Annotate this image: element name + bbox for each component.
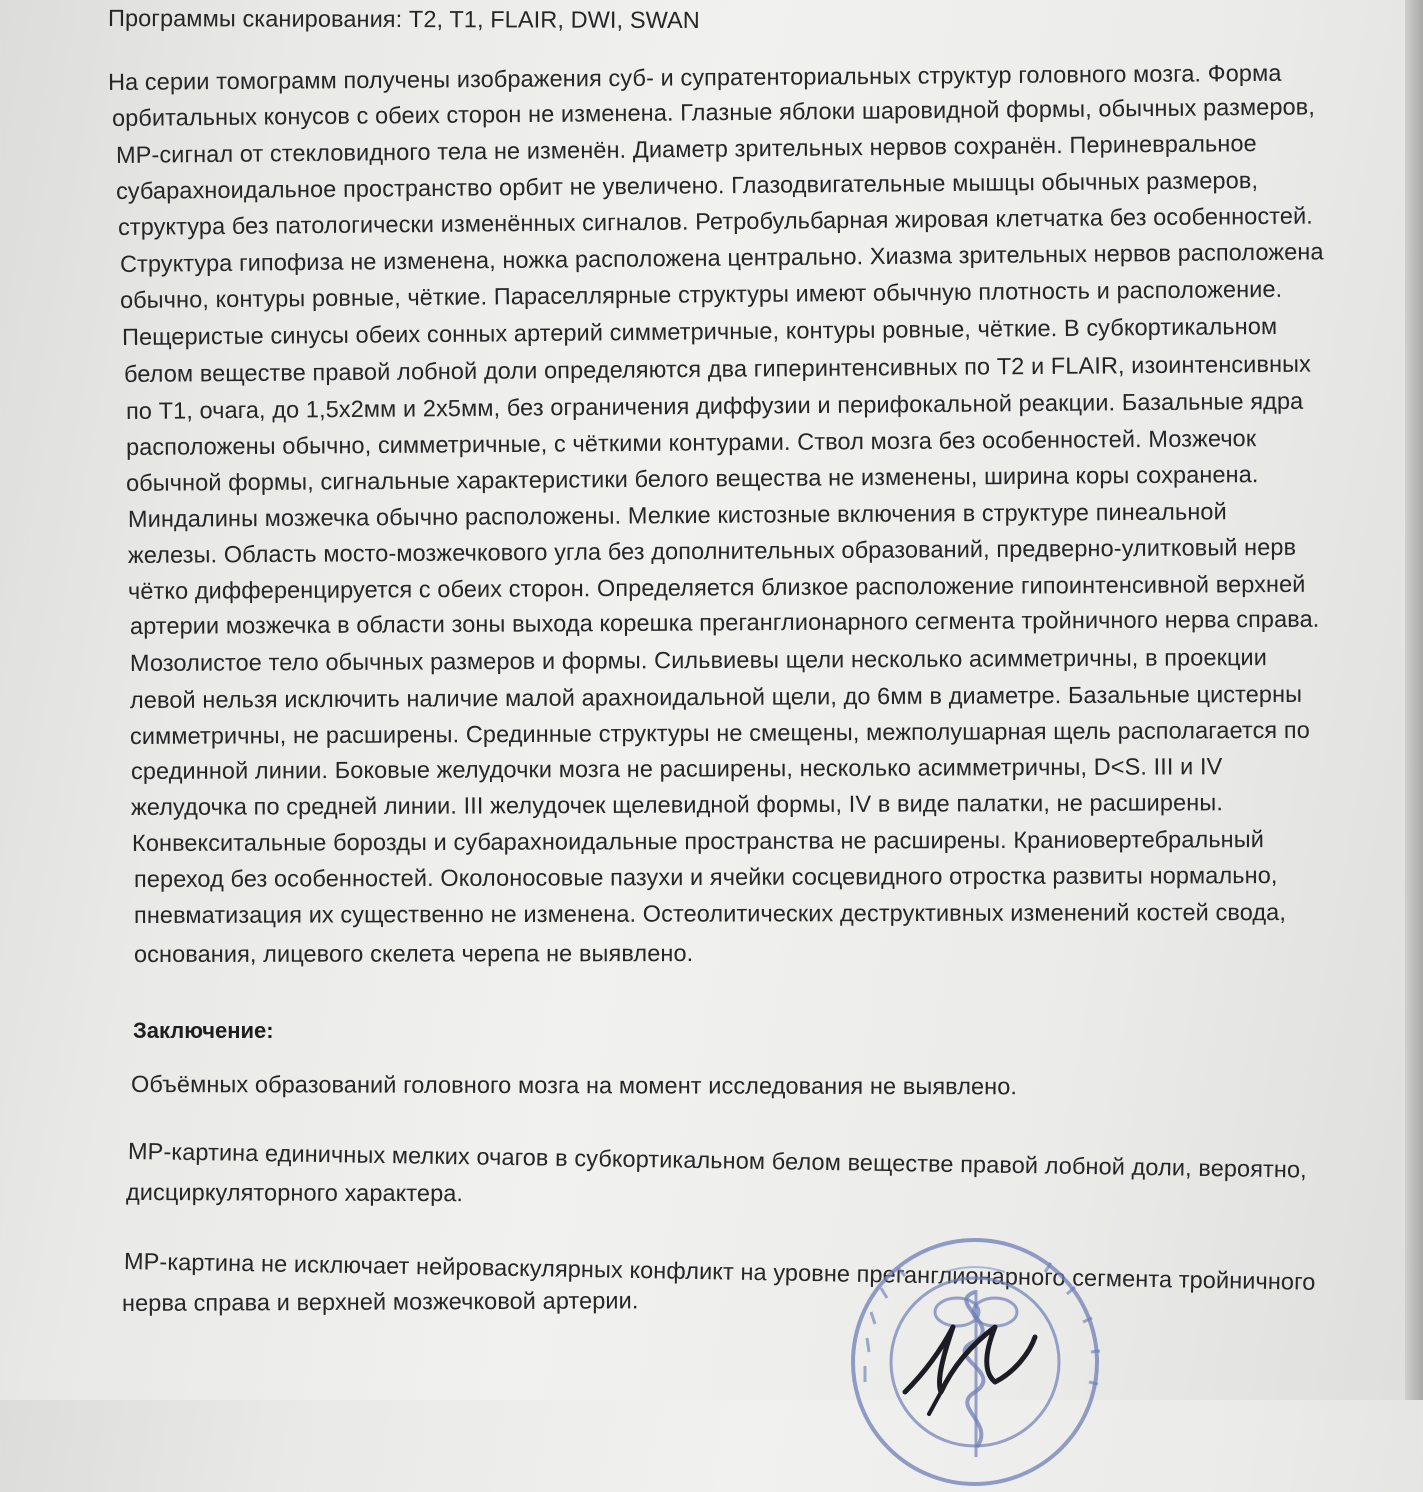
description-line: чётко дифференцируется с обеих сторон. Определяется близкое расположение гипоинтенсивной верхней	[127, 570, 1306, 604]
conclusion-item-2-line-1: МР-картина единичных мелких очагов в субкортикальном белом веществе правой лобной доли, вероятно,	[127, 1138, 1307, 1183]
description-line: симметричны, не расширены. Срединные структуры не смещены, межполушарная щель располагается по	[129, 716, 1310, 749]
description-line: Пещеристые синусы обеих сонных артерий симметричные, контуры ровные, чёткие. В субкортикальном	[121, 312, 1278, 350]
description-line: обычной формы, сигнальные характеристики белого вещества не изменены, ширина коры сохранена.	[125, 461, 1259, 496]
description-line: Мозолистое тело обычных размеров и формы. Сильвиевы щели несколько асимметричны, в проекции	[129, 644, 1268, 676]
conclusion-item-3-line-2: нерва справа и верхней мозжечковой артерии.	[121, 1287, 639, 1316]
conclusion-item-1: Объёмных образований головного мозга на момент исследования не выявлено.	[130, 1071, 1018, 1100]
conclusion-item-3-line-1: МР-картина не исключает нейроваскулярных конфликт на уровне преганглионарного сегмента тройничного	[123, 1248, 1316, 1295]
description-line: Миндалины мозжечка обычно расположены. Мелкие кистозные включения в структуре пинеальной	[127, 498, 1227, 532]
description-line: расположены обычно, симметричные, с чёткими контурами. Ствол мозга без особенностей. Мозжечок	[125, 425, 1257, 460]
description-line: железы. Область мосто-мозжечкового угла без дополнительных образований, предверно-улитковый нерв	[127, 533, 1297, 568]
description-line: по T1, очага, до 1,5х2мм и 2х5мм, без ограничения диффузии и перифокальной реакции. Базальные ядра	[125, 387, 1304, 424]
description-line: структура без патологически изменённых сигналов. Ретробульбарная жировая клетчатка без особенностей.	[117, 202, 1313, 240]
description-line: желудочка по средней линии. III желудочек щелевидной формы, IV в виде палатки, не расширены.	[130, 789, 1223, 820]
description-line: основания, лицевого скелета черепа не выявлено.	[133, 940, 694, 967]
scan-programs-line: Программы сканирования: T2, T1, FLAIR, DWI, SWAN	[107, 5, 700, 34]
description-line: обычно, контуры ровные, чёткие. Параселлярные структуры имеют обычную плотность и расположение.	[119, 275, 1283, 313]
description-line: белом веществе правой лобной доли определяются два гиперинтенсивных по T2 и FLAIR, изоинтенсивных	[123, 350, 1312, 387]
description-line: переход без особенностей. Околоносовые пазухи и ячейки сосцевидного отростка развиты нормально,	[133, 862, 1278, 892]
conclusion-item-2-line-2: дисциркуляторного характера.	[125, 1179, 464, 1207]
description-line: пневматизация их существенно не изменена. Остеолитических деструктивных изменений костей свода,	[133, 898, 1286, 928]
description-line: срединной линии. Боковые желудочки мозга не расширены, несколько асимметричны, D<S. III и IV	[130, 753, 1223, 784]
doctor-stamp	[845, 1232, 1105, 1492]
description-line: МР-сигнал от стекловидного тела не изменён. Диаметр зрительных нервов сохранён. Периневральное	[115, 130, 1257, 168]
description-line: На серии томограмм получены изображения суб- и супратенториальных структур головного мозга. Форма	[107, 59, 1282, 95]
description-line: субарахноидальное пространство орбит не увеличено. Глазодвигательные мышцы обычных размеров,	[115, 167, 1259, 204]
description-line: Структура гипофиза не изменена, ножка расположена центрально. Хиазма зрительных нервов расположена	[119, 238, 1324, 277]
description-line: артерии мозжечка в области зоны выхода корешка преганглионарного сегмента тройничного нерва справа.	[129, 605, 1320, 639]
description-line: орбитальных конусов с обеих сторон не изменена. Глазные яблоки шаровидной формы, обычных размеров,	[111, 93, 1316, 131]
description-line: левой нельзя исключить наличие малой арахноидальной щели, до 6мм в диаметре. Базальные цистерны	[129, 680, 1303, 713]
description-line: Конвекситальные борозды и субарахноидальные пространства не расширены. Краниовертебральный	[131, 826, 1264, 856]
conclusion-heading: Заключение:	[133, 1018, 274, 1043]
paper-edge-shadow	[1405, 0, 1423, 1400]
